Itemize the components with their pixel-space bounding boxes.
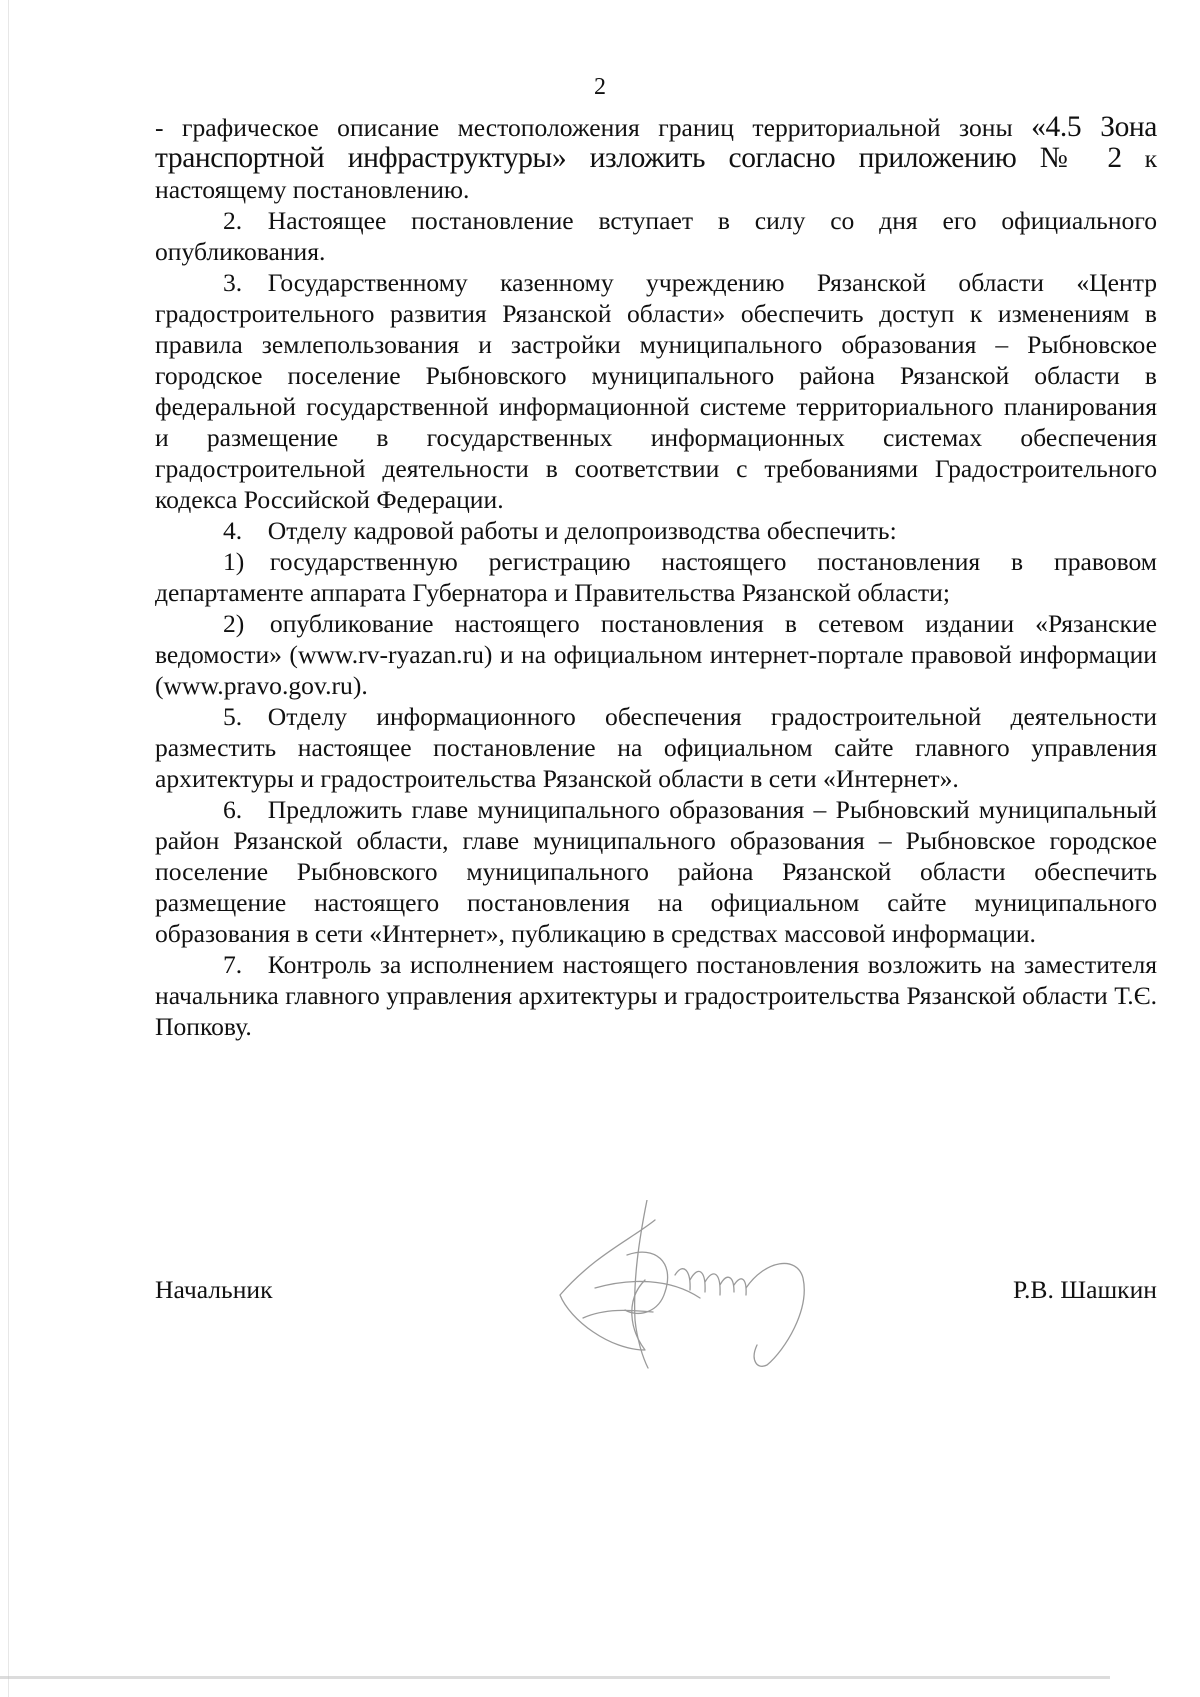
- zone-title-emphasis: «4.5 Зона транспортной инфраструктуры» изложить согласно приложению № 2: [155, 111, 1157, 174]
- paragraph-item-4: 4. Отделу кадровой работы и делопроизводства обеспечить:: [223, 516, 897, 545]
- handwritten-signature: [535, 1200, 835, 1370]
- signatory-name: Р.В. Шашкин: [1012, 1275, 1157, 1304]
- paragraph-pre: - графическое описание местоположения границ территориальной зоны: [155, 113, 1032, 142]
- paragraph-item-4-1: 1) государственную регистрацию настоящего постановления в правовом департаменте аппарата Губернатора и Правительства Рязанской области;: [155, 547, 1157, 607]
- paragraph-item-2: 2. Настоящее постановление вступает в силу со дня его официального опубликования.: [155, 206, 1157, 266]
- paragraph-item-4-2: 2) опубликование настоящего постановления в сетевом издании «Рязанские ведомости» (www.rv-ryazan.ru) и на официальном интернет-портале правовой информации (www.pravo.gov.ru).: [155, 609, 1157, 700]
- paragraph-item-3: 3. Государственному казенному учреждению Рязанской области «Центр градостроительного развития Рязанской области» обеспечить доступ к изменениям в правила землепользования и застройки муниципального образования – Рыбновское городское поселение Рыбновского муниципального района Рязанской области в федеральной государственной информационной системе территориального планирования и размещение в государственных информационных системах обеспечения градостроительной деятельности в соответствии с требованиями Градостроительного кодекса Российской Федерации.: [155, 268, 1157, 514]
- paragraph-post: к настоящему постановлению.: [155, 144, 1158, 204]
- signatory-position: Начальник: [155, 1275, 273, 1304]
- paragraph-zone-description: [155, 112, 1157, 205]
- scan-edge-left: [8, 0, 9, 1697]
- page-number: 2: [594, 74, 606, 100]
- document-body: [155, 112, 1157, 1042]
- paragraph-item-5: 5. Отделу информационного обеспечения градостроительной деятельности разместить настоящее постановление на официальном сайте главного управления архитектуры и градостроительства Рязанской области в сети «Интернет».: [155, 702, 1157, 793]
- paragraph-item-7: 7. Контроль за исполнением настоящего постановления возложить на заместителя начальника главного управления архитектуры и градостроительства Рязанской области Т.Є. Попкову.: [155, 950, 1157, 1041]
- signature-block: [155, 1275, 1157, 1435]
- paragraph-item-6: 6. Предложить главе муниципального образования – Рыбновский муниципальный район Рязанской области, главе муниципального образования – Рыбновское городское поселение Рыбновского муниципального района Рязанской области обеспечить размещение настоящего постановления на официальном сайте муниципального образования в сети «Интернет», публикацию в средствах массовой информации.: [155, 795, 1157, 948]
- scan-edge-bottom: [0, 1676, 1110, 1679]
